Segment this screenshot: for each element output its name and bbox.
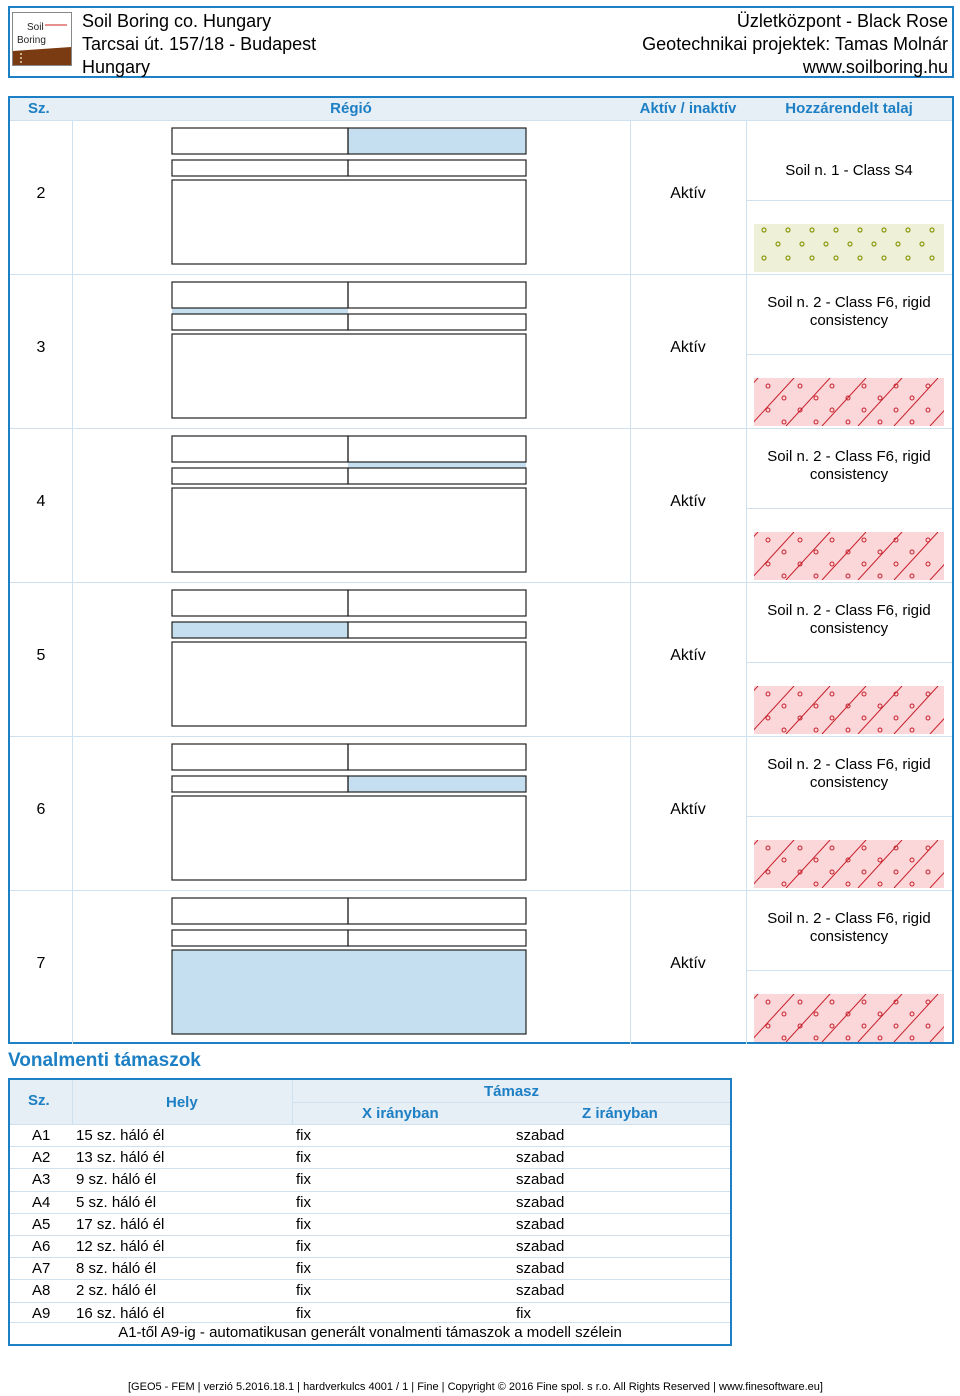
support-z: szabad — [516, 1215, 565, 1233]
support-place: 16 sz. háló él — [76, 1304, 165, 1322]
support-row — [10, 1168, 730, 1190]
support-row — [10, 1235, 730, 1257]
company-name: Soil Boring co. Hungary — [82, 11, 272, 31]
soil-pattern-swatch — [754, 994, 944, 1042]
soil-name — [746, 162, 952, 180]
company-logo — [12, 12, 72, 66]
soil-name-line1: Soil n. 2 - Class F6, rigid — [767, 294, 931, 311]
support-num: A6 — [32, 1238, 51, 1255]
support-z: szabad — [516, 1193, 565, 1211]
region-row — [10, 582, 952, 736]
col-header-status: Aktív / inaktív — [630, 98, 746, 120]
region-row — [10, 736, 952, 890]
col-header-region: Régió — [72, 98, 630, 120]
supports-table — [8, 1078, 732, 1346]
soil-name-line1: Soil n. 2 - Class F6, rigid — [767, 448, 931, 465]
soil-name — [746, 602, 952, 638]
soil-name-line1: Soil n. 2 - Class F6, rigid — [767, 910, 931, 927]
support-x: fix — [296, 1282, 311, 1300]
support-x: fix — [296, 1238, 311, 1255]
support-row — [10, 1213, 730, 1235]
support-row — [10, 1124, 730, 1146]
region-number: 2 — [36, 185, 46, 202]
support-num: A7 — [32, 1260, 51, 1278]
region-row — [10, 428, 952, 582]
soil-name-line2: consistency — [809, 466, 889, 483]
support-x: fix — [296, 1171, 311, 1189]
soil-pattern-swatch — [754, 840, 944, 888]
company-country: Hungary — [82, 57, 151, 77]
company-address: Tarcsai út. 157/18 - Budapest — [82, 34, 317, 54]
company-website[interactable]: www.soilboring.hu — [802, 57, 948, 77]
support-place: 12 sz. háló él — [76, 1238, 165, 1255]
support-row — [10, 1146, 730, 1168]
support-place: 13 sz. háló él — [76, 1149, 165, 1167]
col-header-soil: Hozzárendelt talaj — [746, 98, 952, 120]
soil-pattern-swatch — [754, 224, 944, 272]
support-row — [10, 1279, 730, 1301]
supports-note: A1-től A9-ig - automatikusan generált vonalmenti támaszok a modell szélein — [118, 1324, 622, 1341]
region-figure — [170, 588, 530, 728]
region-status: Aktív — [670, 493, 706, 510]
support-num: A9 — [32, 1304, 51, 1322]
region-number: 4 — [36, 493, 46, 510]
support-place: 15 sz. háló él — [76, 1127, 165, 1144]
region-figure — [170, 742, 530, 882]
sup-header-x: X irányban — [362, 1105, 439, 1122]
soil-name — [746, 294, 952, 330]
soil-name — [746, 448, 952, 484]
region-row — [10, 274, 952, 428]
support-row — [10, 1302, 730, 1324]
region-figure — [170, 896, 530, 1036]
support-z: szabad — [516, 1282, 565, 1300]
region-number: 7 — [36, 955, 46, 972]
support-num: A5 — [32, 1215, 51, 1233]
region-number: 5 — [36, 647, 46, 664]
soil-name-line1: Soil n. 1 - Class S4 — [785, 162, 913, 179]
soil-name-line2: consistency — [809, 928, 889, 945]
support-z: szabad — [516, 1127, 565, 1144]
support-place: 8 sz. háló él — [76, 1260, 157, 1278]
soil-name-line2: consistency — [809, 774, 889, 791]
region-figure — [170, 126, 530, 266]
support-num: A2 — [32, 1149, 51, 1167]
support-x: fix — [296, 1193, 311, 1211]
soil-name-line1: Soil n. 2 - Class F6, rigid — [767, 756, 931, 773]
region-status: Aktív — [670, 185, 706, 202]
svg-text:Soil: Soil — [27, 22, 44, 33]
soil-name-line2: consistency — [809, 620, 889, 637]
sup-header-z: Z irányban — [582, 1105, 658, 1122]
support-num: A3 — [32, 1171, 51, 1189]
region-number: 3 — [36, 339, 46, 356]
region-number: 6 — [36, 801, 46, 818]
soil-pattern-swatch — [754, 532, 944, 580]
soil-pattern-swatch — [754, 686, 944, 734]
support-z: szabad — [516, 1238, 565, 1255]
office-name: Üzletközpont - Black Rose — [736, 11, 948, 31]
sup-header-place: Hely — [166, 1094, 198, 1111]
region-status: Aktív — [670, 647, 706, 664]
soil-name — [746, 756, 952, 792]
support-x: fix — [296, 1215, 311, 1233]
soil-name — [746, 910, 952, 946]
regions-table — [8, 96, 954, 1044]
support-num: A8 — [32, 1282, 51, 1300]
projects-contact: Geotechnikai projektek: Tamas Molnár — [642, 34, 948, 54]
support-place: 17 sz. háló él — [76, 1215, 165, 1233]
support-row — [10, 1191, 730, 1213]
soil-name-line1: Soil n. 2 - Class F6, rigid — [767, 602, 931, 619]
support-num: A1 — [32, 1127, 51, 1144]
support-row — [10, 1257, 730, 1279]
footer: [GEO5 - FEM | verzió 5.2016.18.1 | hardverkulcs 4001 / 1 | Fine | Copyright © 2016 Fine spol. s r.o. All Rights Reserved | www.finesoftware.eu] — [128, 1381, 823, 1393]
region-row — [10, 120, 952, 274]
support-num: A4 — [32, 1193, 51, 1211]
region-status: Aktív — [670, 339, 706, 356]
supports-title: Vonalmenti támaszok — [8, 1050, 201, 1071]
region-figure — [170, 434, 530, 574]
support-z: szabad — [516, 1171, 565, 1189]
support-z: szabad — [516, 1260, 565, 1278]
support-place: 9 sz. háló él — [76, 1171, 157, 1189]
support-x: fix — [296, 1149, 311, 1167]
sup-header-num: Sz. — [28, 1092, 50, 1109]
support-place: 5 sz. háló él — [76, 1193, 157, 1211]
support-x: fix — [296, 1260, 311, 1278]
sup-header-support: Támasz — [484, 1083, 540, 1100]
region-status: Aktív — [670, 801, 706, 818]
region-status: Aktív — [670, 955, 706, 972]
support-x: fix — [296, 1127, 311, 1144]
soil-name-line2: consistency — [809, 312, 889, 329]
svg-text:Boring: Boring — [17, 35, 46, 46]
support-x: fix — [296, 1304, 311, 1322]
support-z: fix — [516, 1304, 531, 1322]
support-place: 2 sz. háló él — [76, 1282, 157, 1300]
col-header-num: Sz. — [10, 98, 72, 120]
region-figure — [170, 280, 530, 420]
soil-pattern-swatch — [754, 378, 944, 426]
support-z: szabad — [516, 1149, 565, 1167]
region-row — [10, 890, 952, 1044]
